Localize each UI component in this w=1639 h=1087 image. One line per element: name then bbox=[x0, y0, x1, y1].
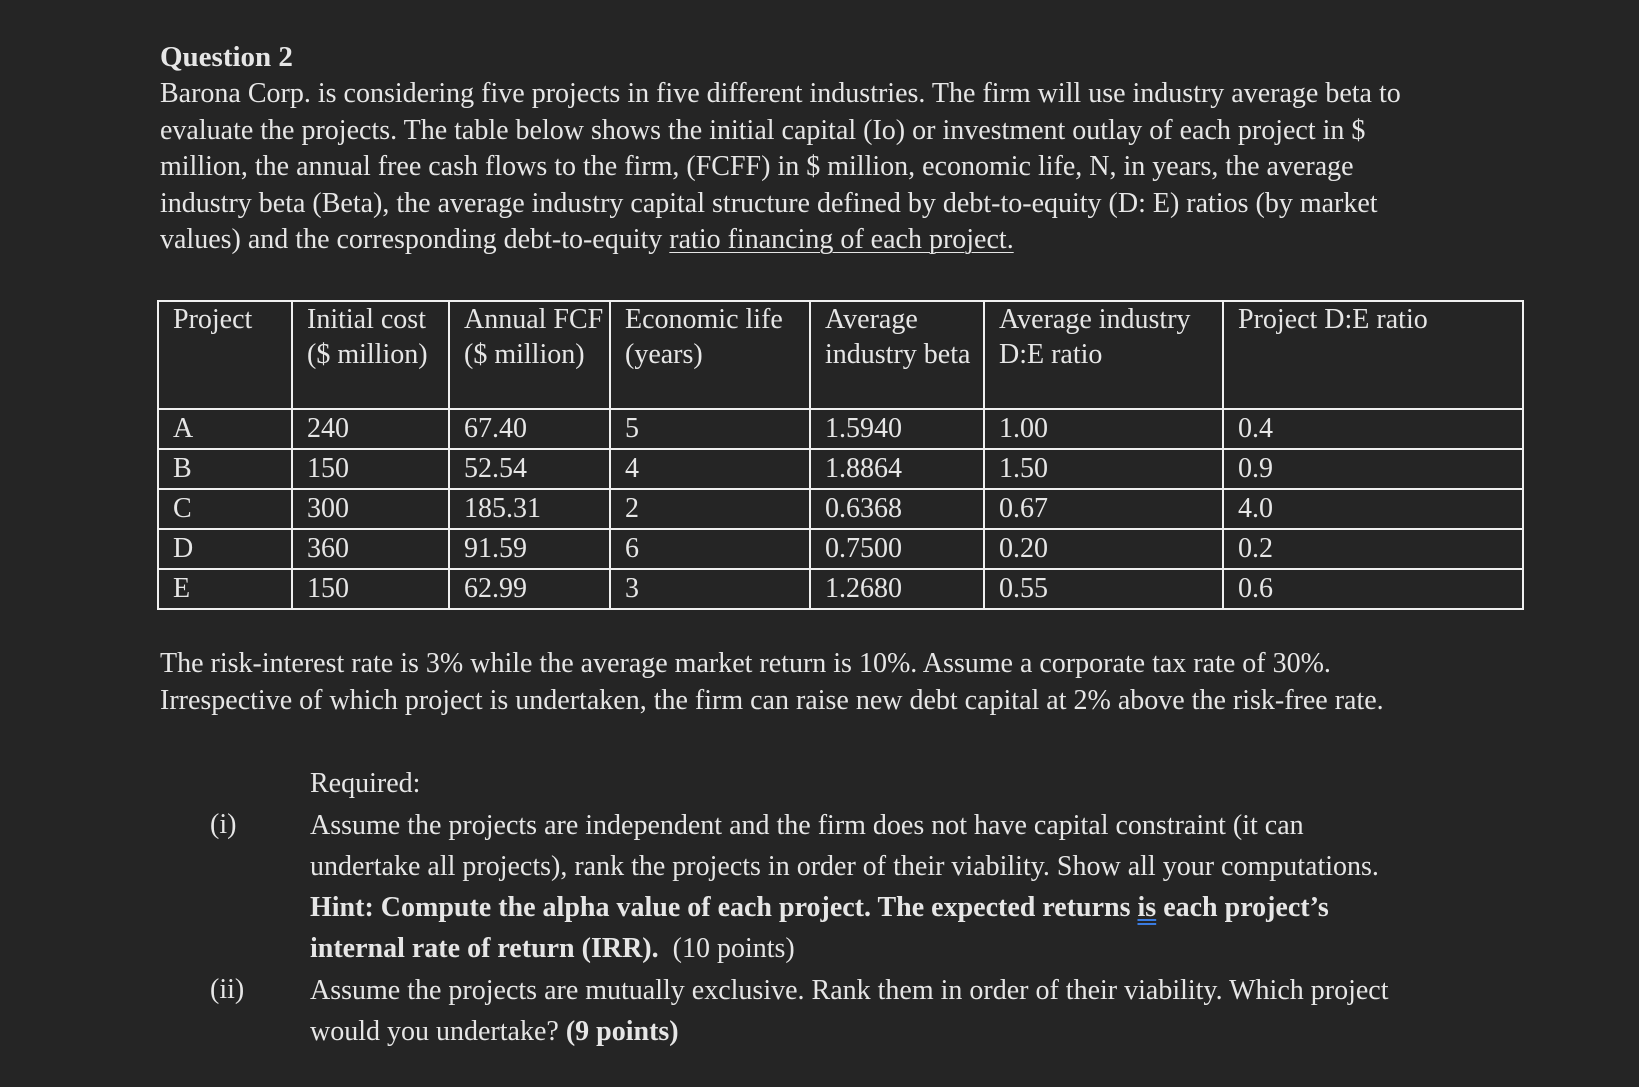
cell-value: 0.2 bbox=[1238, 533, 1273, 564]
cell-value: 0.20 bbox=[999, 533, 1048, 564]
cell-annual-fcf bbox=[450, 410, 611, 450]
cell-value: 0.9 bbox=[1238, 453, 1273, 484]
cell-value: 0.67 bbox=[999, 493, 1048, 524]
cell-value: 1.2680 bbox=[825, 573, 902, 604]
rates-paragraph: The risk-interest rate is 3% while the average market return is 10%. Assume a corporate tax rate of 30%. Irrespective of which project is undertaken, the firm can raise new debt capital at 2% above the risk-free rate. bbox=[160, 648, 1384, 716]
cell-annual-fcf bbox=[450, 490, 611, 530]
cell-value: 150 bbox=[307, 453, 349, 484]
header-economic-life: Economic life (years) bbox=[611, 302, 811, 410]
header-initial-cost: Initial cost ($ million) bbox=[293, 302, 450, 410]
cell-economic-life bbox=[611, 450, 811, 490]
header-average-beta: Average industry beta bbox=[811, 302, 985, 410]
cell-value: B bbox=[173, 453, 192, 484]
cell-value: 300 bbox=[307, 493, 349, 524]
cell-initial-cost bbox=[293, 450, 450, 490]
item-text bbox=[310, 805, 1420, 969]
cell-value: C bbox=[173, 493, 192, 524]
cell-project bbox=[159, 530, 293, 570]
cell-value: 67.40 bbox=[464, 413, 527, 444]
cell-value: 6 bbox=[625, 533, 639, 564]
cell-value: 1.50 bbox=[999, 453, 1048, 484]
projects-table bbox=[157, 300, 1524, 610]
cell-average-beta bbox=[811, 570, 985, 608]
cell-annual-fcf bbox=[450, 570, 611, 608]
item-points: (9 points) bbox=[565, 1016, 679, 1047]
cell-industry-de bbox=[985, 450, 1224, 490]
hint-flagged-word: is bbox=[1137, 892, 1157, 923]
cell-industry-de bbox=[985, 530, 1224, 570]
cell-value: 62.99 bbox=[464, 573, 527, 604]
table-row bbox=[159, 490, 1522, 530]
cell-value: 1.00 bbox=[999, 413, 1048, 444]
item-body: Assume the projects are independent and the firm does not have capital constraint (it can undertake all projects), rank the projects in order of their viability. Show all your computations. bbox=[310, 810, 1379, 882]
cell-project bbox=[159, 410, 293, 450]
cell-value: A bbox=[173, 413, 194, 444]
header-industry-de: Average industry D:E ratio bbox=[985, 302, 1224, 410]
item-text bbox=[310, 970, 1420, 1052]
cell-value: 52.54 bbox=[464, 453, 527, 484]
cell-value: E bbox=[173, 573, 191, 604]
cell-value: 0.55 bbox=[999, 573, 1048, 604]
item-number: (i) bbox=[210, 809, 237, 840]
cell-annual-fcf bbox=[450, 450, 611, 490]
intro-paragraph bbox=[160, 76, 1430, 259]
required-label: Required: bbox=[310, 768, 421, 799]
cell-average-beta bbox=[811, 530, 985, 570]
cell-project-de bbox=[1224, 490, 1522, 530]
cell-initial-cost bbox=[293, 530, 450, 570]
cell-project-de bbox=[1224, 450, 1522, 490]
cell-project-de bbox=[1224, 530, 1522, 570]
cell-value: 2 bbox=[625, 493, 639, 524]
intro-underlined-text: ratio financing of each project. bbox=[669, 224, 1014, 255]
table-header-row bbox=[159, 302, 1522, 410]
item-hint bbox=[310, 892, 1329, 964]
cell-project bbox=[159, 450, 293, 490]
cell-project bbox=[159, 570, 293, 608]
item-number: (ii) bbox=[210, 974, 245, 1005]
cell-value: 360 bbox=[307, 533, 349, 564]
item-body: Assume the projects are mutually exclusive. Rank them in order of their viability. Which project would you undertake? bbox=[310, 975, 1389, 1047]
question-title: Question 2 bbox=[160, 41, 293, 73]
cell-value: 4 bbox=[625, 453, 639, 484]
cell-project-de bbox=[1224, 570, 1522, 608]
document bbox=[160, 38, 1580, 1047]
cell-average-beta bbox=[811, 450, 985, 490]
cell-value: 240 bbox=[307, 413, 349, 444]
cell-initial-cost bbox=[293, 410, 450, 450]
cell-value: 0.6 bbox=[1238, 573, 1273, 604]
cell-initial-cost bbox=[293, 570, 450, 608]
cell-average-beta bbox=[811, 410, 985, 450]
item-points: (10 points) bbox=[672, 933, 795, 964]
cell-value: 185.31 bbox=[464, 493, 541, 524]
intro-text: Barona Corp. is considering five projects in five different industries. The firm will use industry average beta to evaluate the projects. The table below shows the initial capital (Io) or investment outlay of each project in $ million, the annual free cash flows to the firm, (FCFF) in $ million, economic life, N, in years, the average industry beta (Beta), the average industry capital structure defined by debt-to-equity (D: E) ratios (by market values) and the corresponding debt-to-equity bbox=[160, 78, 1401, 255]
header-project: Project bbox=[159, 302, 293, 410]
cell-value: D bbox=[173, 533, 194, 564]
cell-value: 0.7500 bbox=[825, 533, 902, 564]
table-row bbox=[159, 570, 1522, 608]
cell-value: 150 bbox=[307, 573, 349, 604]
table-row bbox=[159, 450, 1522, 490]
table-row bbox=[159, 410, 1522, 450]
cell-value: 91.59 bbox=[464, 533, 527, 564]
cell-industry-de bbox=[985, 490, 1224, 530]
cell-value: 5 bbox=[625, 413, 639, 444]
header-annual-fcf: Annual FCF ($ million) bbox=[450, 302, 611, 410]
table-row bbox=[159, 530, 1522, 570]
cell-value: 4.0 bbox=[1238, 493, 1273, 524]
cell-average-beta bbox=[811, 490, 985, 530]
header-project-de: Project D:E ratio bbox=[1224, 302, 1522, 410]
cell-value: 0.6368 bbox=[825, 493, 902, 524]
cell-value: 0.4 bbox=[1238, 413, 1273, 444]
cell-economic-life bbox=[611, 570, 811, 608]
cell-industry-de bbox=[985, 410, 1224, 450]
cell-value: 1.5940 bbox=[825, 413, 902, 444]
cell-project-de bbox=[1224, 410, 1522, 450]
cell-initial-cost bbox=[293, 490, 450, 530]
hint-part-a: Hint: Compute the alpha value of each project. The expected returns bbox=[310, 892, 1131, 923]
hint-part-b: each project’s internal rate of return (IRR). bbox=[310, 892, 1329, 964]
cell-value: 1.8864 bbox=[825, 453, 902, 484]
cell-annual-fcf bbox=[450, 530, 611, 570]
cell-economic-life bbox=[611, 530, 811, 570]
cell-industry-de bbox=[985, 570, 1224, 608]
cell-project bbox=[159, 490, 293, 530]
cell-value: 3 bbox=[625, 573, 639, 604]
cell-economic-life bbox=[611, 490, 811, 530]
cell-economic-life bbox=[611, 410, 811, 450]
